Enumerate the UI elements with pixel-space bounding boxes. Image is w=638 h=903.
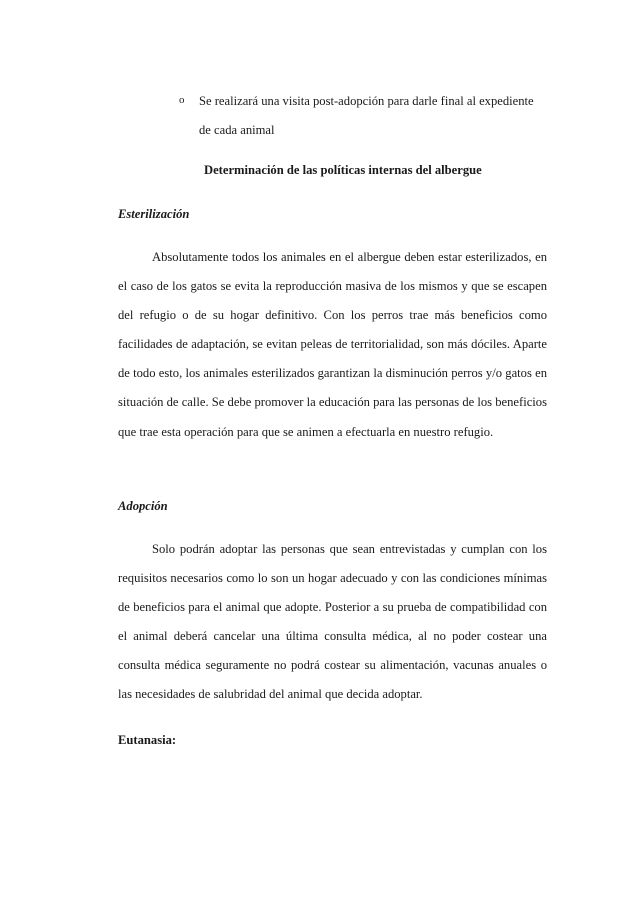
- adopcion-title: Adopción: [118, 499, 168, 513]
- section-heading: Determinación de las políticas internas del albergue: [204, 163, 482, 177]
- bullet-line-1: Se realizará una visita post-adopción para darle final al expediente: [199, 94, 534, 108]
- adopcion-paragraph: Solo podrán adoptar las personas que sean entrevistadas y cumplan con los requisitos necesarios como lo son un hogar adecuado y con las condiciones mínimas de beneficios para el animal que adopte. Posterior a su prueba de compatibilidad con el animal deberá cancelar una última consulta médica, al no poder costear una consulta médica seguramente no podrá costear su alimentación, vacunas anuales o las necesidades de salubridad del animal que decida adoptar.: [118, 542, 547, 702]
- bullet-line-2: de cada animal: [199, 123, 275, 137]
- eutanasia-title: Eutanasia:: [118, 733, 177, 747]
- esterilizacion-paragraph: Absolutamente todos los animales en el albergue deben estar esterilizados, en el caso de los gatos se evita la reproducción masiva de los mismos y que se escapen del refugio o de su hogar definitivo. Con los perros trae más beneficios como facilidades de adaptación, se evitan peleas de territorialidad, son más dóciles. Aparte de todo esto, los animales esterilizados garantizan la disminución perros y/o gatos en situación de calle. Se debe promover la educación para las personas de los beneficios que trae esta operación para que se animen a efectuarla en nuestro refugio.: [118, 250, 547, 439]
- bullet-marker: o: [179, 94, 185, 106]
- esterilizacion-title: Esterilización: [118, 207, 190, 221]
- bullet-item: [199, 87, 559, 145]
